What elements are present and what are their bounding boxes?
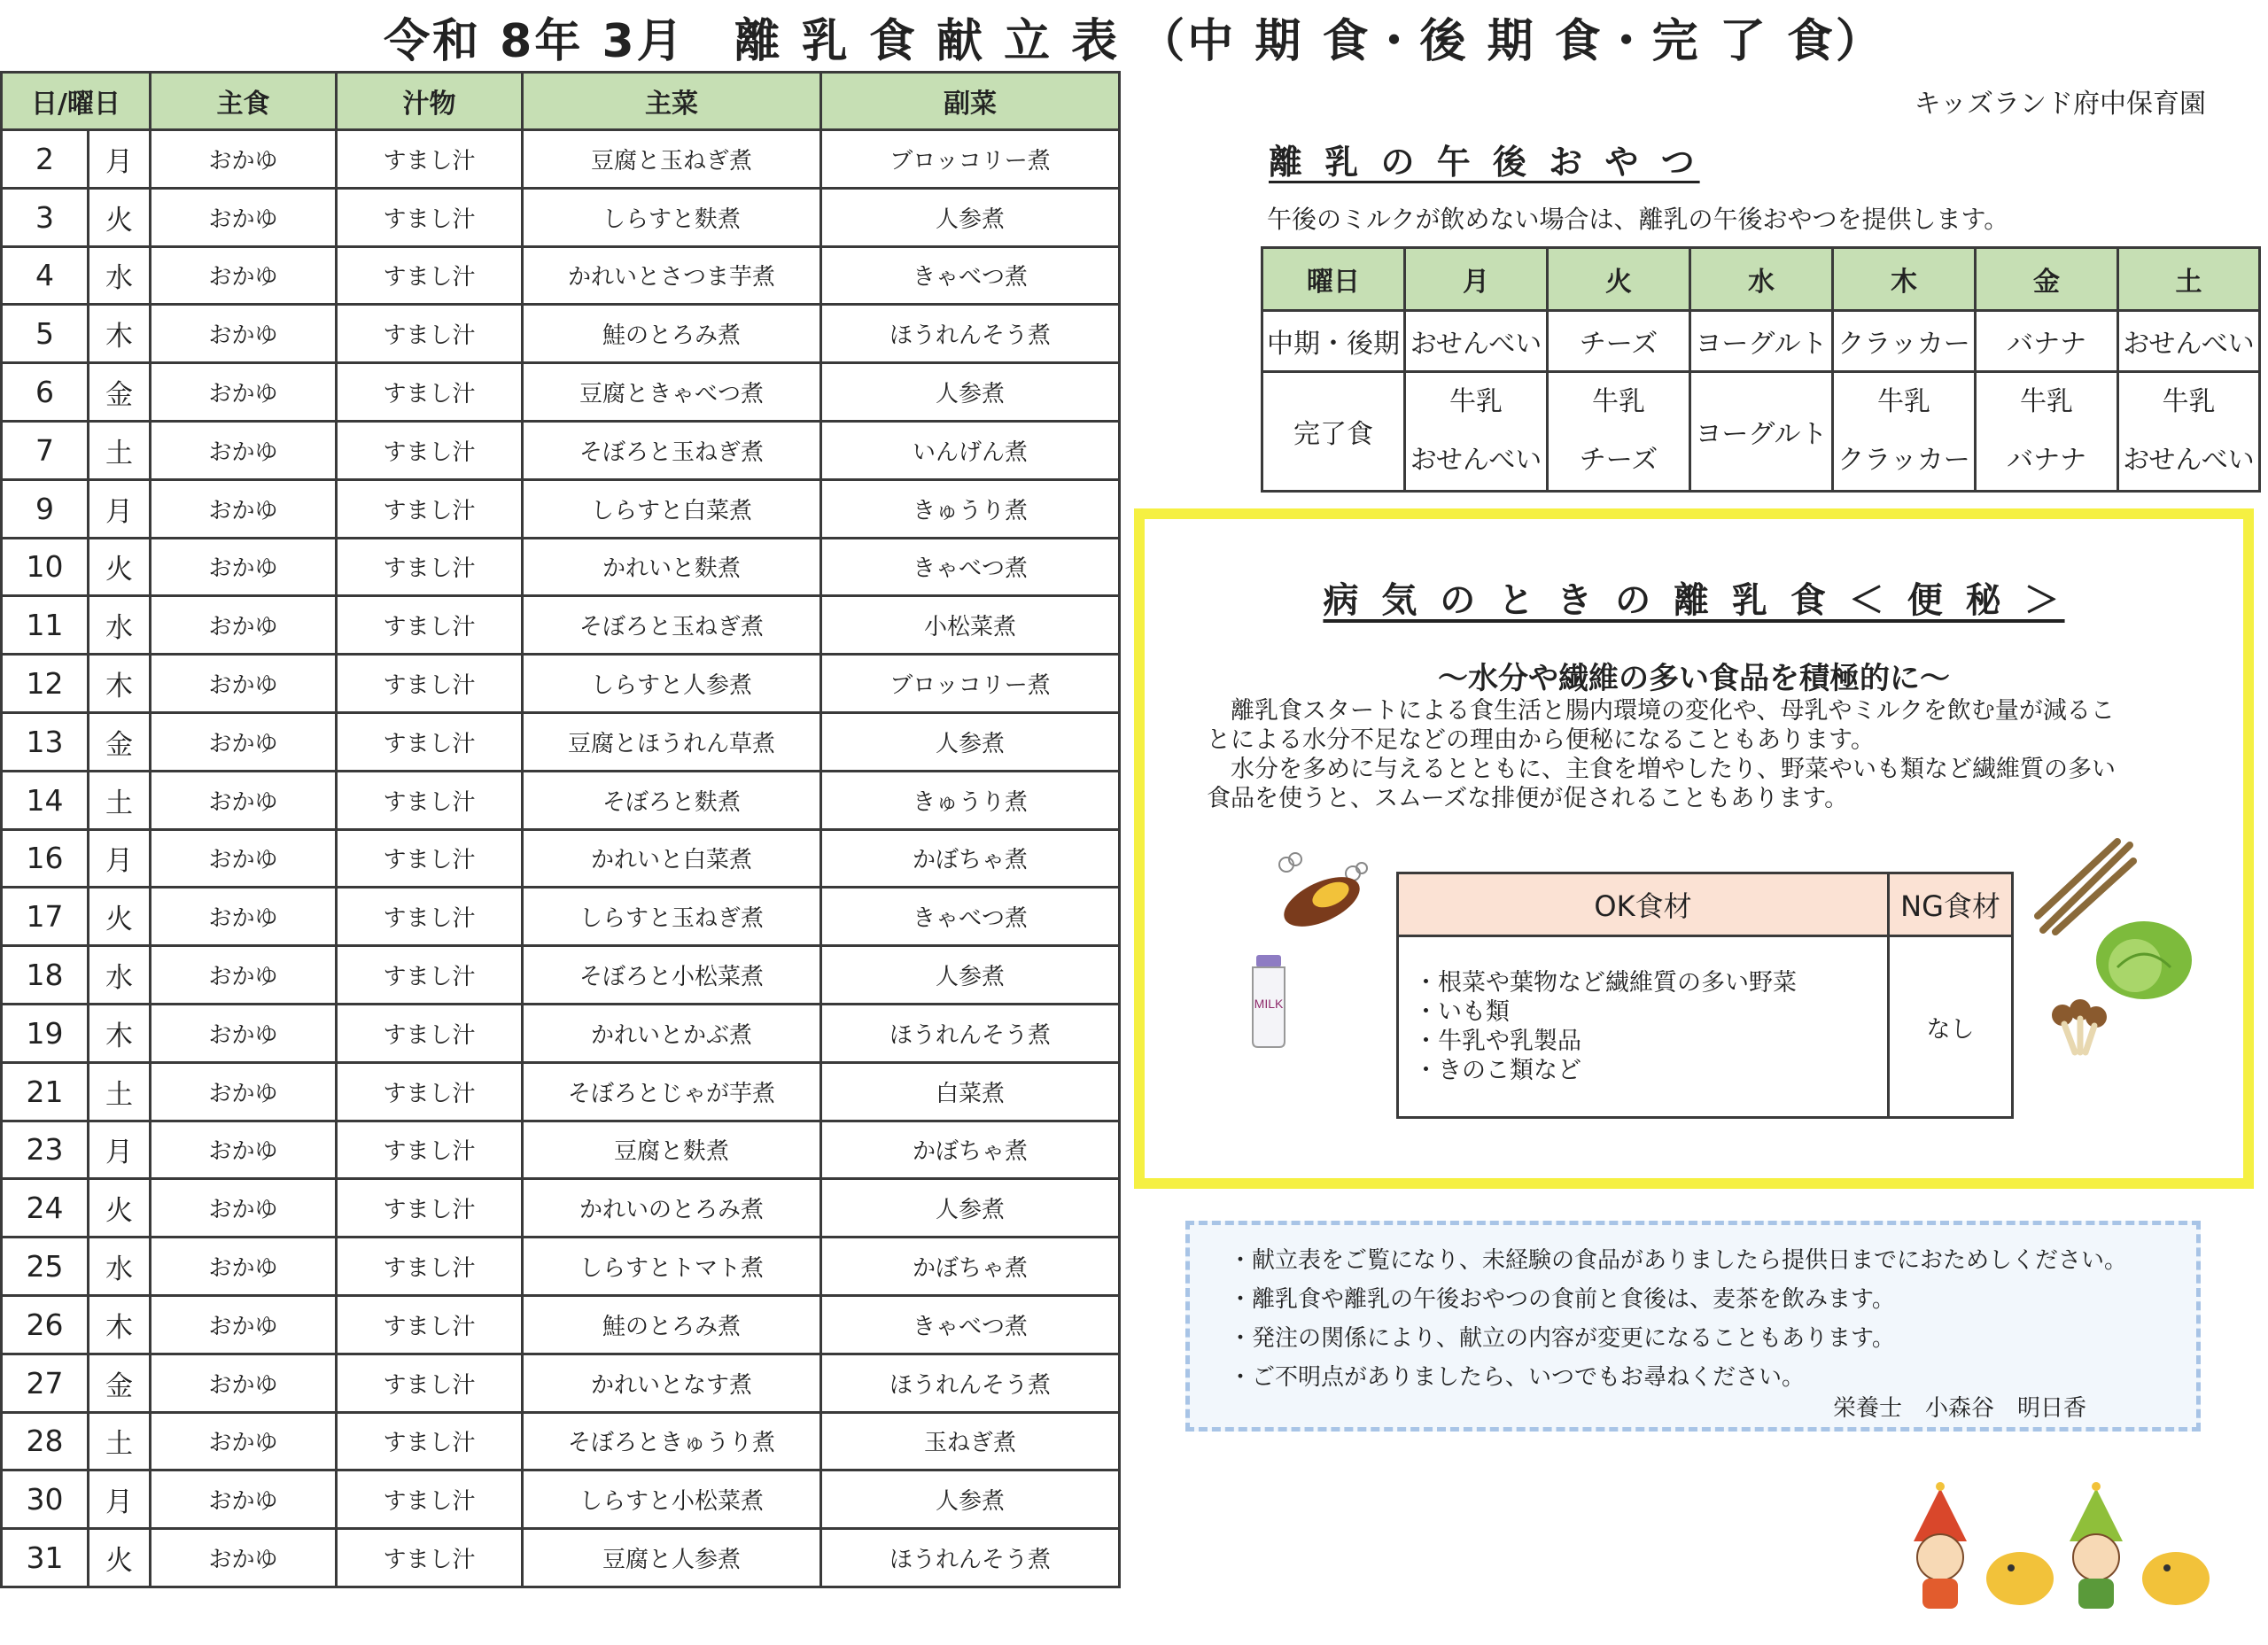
mushroom-icon bbox=[2045, 997, 2116, 1059]
ok-item: ・いも類 bbox=[1414, 998, 1510, 1026]
menu-main-dish: かれいと麩煮 bbox=[523, 538, 821, 596]
menu-soup: すまし汁 bbox=[337, 246, 523, 305]
menu-main-dish: しらすと麩煮 bbox=[523, 188, 821, 246]
menu-weekday: 土 bbox=[89, 421, 151, 479]
menu-side-dish: 人参煮 bbox=[821, 712, 1120, 771]
menu-day: 24 bbox=[2, 1179, 89, 1238]
header-side: 副菜 bbox=[821, 73, 1120, 130]
menu-main-dish: そぼろと麩煮 bbox=[523, 771, 821, 829]
menu-weekday: 火 bbox=[89, 188, 151, 246]
menu-weekday: 水 bbox=[89, 596, 151, 655]
menu-side-dish: ブロッコリー煮 bbox=[821, 130, 1120, 189]
menu-table bbox=[0, 71, 1121, 1588]
menu-staple: おかゆ bbox=[151, 1004, 337, 1062]
menu-soup: すまし汁 bbox=[337, 1004, 523, 1062]
menu-row bbox=[2, 1470, 1120, 1529]
snack-header-wed: 水 bbox=[1690, 248, 1833, 311]
menu-row bbox=[2, 188, 1120, 246]
menu-staple: おかゆ bbox=[151, 1179, 337, 1238]
menu-row bbox=[2, 829, 1120, 888]
menu-row bbox=[2, 1062, 1120, 1121]
menu-staple: おかゆ bbox=[151, 712, 337, 771]
snack-note: 午後のミルクが飲めない場合は、離乳の午後おやつを提供します。 bbox=[1267, 205, 2009, 234]
menu-soup: すまし汁 bbox=[337, 829, 523, 888]
menu-day: 12 bbox=[2, 655, 89, 713]
snack-header-mon: 月 bbox=[1405, 248, 1548, 311]
menu-day: 31 bbox=[2, 1529, 89, 1587]
snack-cell bbox=[2118, 372, 2260, 492]
menu-main-dish: かれいとかぶ煮 bbox=[523, 1004, 821, 1062]
menu-row bbox=[2, 1295, 1120, 1354]
snack-cell: ヨーグルト bbox=[1690, 311, 1833, 372]
menu-soup: すまし汁 bbox=[337, 1179, 523, 1238]
ok-ng-table bbox=[1396, 872, 2014, 1119]
snack-table bbox=[1261, 246, 2261, 493]
menu-row bbox=[2, 946, 1120, 1005]
ok-list bbox=[1400, 968, 1886, 1085]
menu-row bbox=[2, 1121, 1120, 1179]
menu-staple: おかゆ bbox=[151, 946, 337, 1005]
menu-side-dish: きゅうり煮 bbox=[821, 771, 1120, 829]
child-with-chick-icon bbox=[1905, 1479, 2064, 1612]
menu-staple: おかゆ bbox=[151, 888, 337, 946]
notes-box bbox=[1185, 1221, 2201, 1432]
ok-item: ・牛乳や乳製品 bbox=[1414, 1028, 1581, 1055]
ok-list-cell bbox=[1398, 936, 1889, 1118]
sick-title: 病 気 の と き の 離 乳 食 ＜ 便 秘 ＞ bbox=[1323, 580, 2065, 621]
snack-line: 牛乳 bbox=[2020, 386, 2073, 417]
menu-soup: すまし汁 bbox=[337, 1412, 523, 1470]
sick-subtitle: ～水分や繊維の多い食品を積極的に～ bbox=[1438, 661, 1950, 696]
menu-soup: すまし汁 bbox=[337, 655, 523, 713]
menu-weekday: 月 bbox=[89, 1470, 151, 1529]
menu-staple: おかゆ bbox=[151, 130, 337, 189]
snack-cell: クラッカー bbox=[1833, 311, 1976, 372]
menu-weekday: 火 bbox=[89, 538, 151, 596]
menu-soup: すまし汁 bbox=[337, 946, 523, 1005]
menu-soup: すまし汁 bbox=[337, 1238, 523, 1296]
menu-staple: おかゆ bbox=[151, 829, 337, 888]
menu-main-dish: そぼろときゅうり煮 bbox=[523, 1412, 821, 1470]
menu-side-dish: きゃべつ煮 bbox=[821, 538, 1120, 596]
ok-header: OK食材 bbox=[1398, 873, 1889, 936]
snack-line: 牛乳 bbox=[1449, 386, 1503, 417]
menu-day: 18 bbox=[2, 946, 89, 1005]
menu-row bbox=[2, 655, 1120, 713]
menu-day: 2 bbox=[2, 130, 89, 189]
menu-main-dish: 豆腐ときゃべつ煮 bbox=[523, 363, 821, 422]
menu-day: 6 bbox=[2, 363, 89, 422]
note-item: ・離乳食や離乳の午後おやつの食前と食後は、麦茶を飲みます。 bbox=[1229, 1286, 1895, 1313]
child-with-chick-icon bbox=[2061, 1479, 2220, 1612]
snack-header-fri: 金 bbox=[1976, 248, 2118, 311]
menu-main-dish: しらすと玉ねぎ煮 bbox=[523, 888, 821, 946]
menu-day: 27 bbox=[2, 1354, 89, 1412]
menu-side-dish: きゅうり煮 bbox=[821, 479, 1120, 538]
menu-soup: すまし汁 bbox=[337, 130, 523, 189]
menu-main-dish: そぼろと玉ねぎ煮 bbox=[523, 596, 821, 655]
menu-weekday: 土 bbox=[89, 1412, 151, 1470]
menu-weekday: 金 bbox=[89, 712, 151, 771]
menu-staple: おかゆ bbox=[151, 655, 337, 713]
snack-cell bbox=[1548, 372, 1690, 492]
snack-line: おせんべい bbox=[1410, 445, 1542, 476]
signature: 栄養士 小森谷 明日香 bbox=[1832, 1395, 2086, 1422]
header-soup: 汁物 bbox=[337, 73, 523, 130]
menu-row bbox=[2, 130, 1120, 189]
snack-cell: バナナ bbox=[1976, 311, 2118, 372]
menu-side-dish: 人参煮 bbox=[821, 363, 1120, 422]
snack-line: 牛乳 bbox=[1592, 386, 1645, 417]
menu-side-dish: いんげん煮 bbox=[821, 421, 1120, 479]
menu-row bbox=[2, 771, 1120, 829]
menu-staple: おかゆ bbox=[151, 1295, 337, 1354]
menu-main-dish: かれいとさつま芋煮 bbox=[523, 246, 821, 305]
menu-side-dish: かぼちゃ煮 bbox=[821, 1238, 1120, 1296]
menu-main-dish: 豆腐とほうれん草煮 bbox=[523, 712, 821, 771]
menu-side-dish: 玉ねぎ煮 bbox=[821, 1412, 1120, 1470]
menu-staple: おかゆ bbox=[151, 538, 337, 596]
menu-row bbox=[2, 421, 1120, 479]
ok-item: ・根菜や葉物など繊維質の多い野菜 bbox=[1414, 969, 1797, 997]
menu-staple: おかゆ bbox=[151, 596, 337, 655]
menu-weekday: 土 bbox=[89, 1062, 151, 1121]
menu-soup: すまし汁 bbox=[337, 479, 523, 538]
menu-side-dish: 人参煮 bbox=[821, 1179, 1120, 1238]
menu-weekday: 火 bbox=[89, 1529, 151, 1587]
menu-main-dish: かれいとなす煮 bbox=[523, 1354, 821, 1412]
menu-soup: すまし汁 bbox=[337, 1062, 523, 1121]
snack-cell: ヨーグルト bbox=[1690, 372, 1833, 492]
menu-staple: おかゆ bbox=[151, 1412, 337, 1470]
menu-side-dish: かぼちゃ煮 bbox=[821, 1121, 1120, 1179]
ok-item: ・きのこ類など bbox=[1414, 1057, 1581, 1084]
menu-day: 23 bbox=[2, 1121, 89, 1179]
menu-main-dish: かれいと白菜煮 bbox=[523, 829, 821, 888]
menu-day: 13 bbox=[2, 712, 89, 771]
snack-cell: おせんべい bbox=[1405, 311, 1548, 372]
menu-day: 16 bbox=[2, 829, 89, 888]
menu-weekday: 水 bbox=[89, 946, 151, 1005]
menu-weekday: 火 bbox=[89, 1179, 151, 1238]
menu-day: 5 bbox=[2, 305, 89, 363]
sweet-potato-icon bbox=[1269, 849, 1375, 937]
menu-row bbox=[2, 1412, 1120, 1470]
menu-side-dish: かぼちゃ煮 bbox=[821, 829, 1120, 888]
menu-staple: おかゆ bbox=[151, 1062, 337, 1121]
menu-weekday: 月 bbox=[89, 1121, 151, 1179]
menu-main-dish: そぼろとじゃが芋煮 bbox=[523, 1062, 821, 1121]
cabbage-icon bbox=[2091, 914, 2197, 1003]
menu-staple: おかゆ bbox=[151, 479, 337, 538]
menu-weekday: 水 bbox=[89, 246, 151, 305]
menu-staple: おかゆ bbox=[151, 246, 337, 305]
snack-cell bbox=[1833, 372, 1976, 492]
snack-header-tue: 火 bbox=[1548, 248, 1690, 311]
snack-line: バナナ bbox=[2007, 445, 2086, 476]
snack-cell bbox=[1976, 372, 2118, 492]
menu-side-dish: きゃべつ煮 bbox=[821, 1295, 1120, 1354]
menu-row bbox=[2, 596, 1120, 655]
menu-main-dish: そぼろと玉ねぎ煮 bbox=[523, 421, 821, 479]
menu-soup: すまし汁 bbox=[337, 363, 523, 422]
snack-cell: おせんべい bbox=[2118, 311, 2260, 372]
menu-day: 3 bbox=[2, 188, 89, 246]
menu-weekday: 火 bbox=[89, 888, 151, 946]
menu-soup: すまし汁 bbox=[337, 712, 523, 771]
milk-label: MILK bbox=[1254, 997, 1284, 1011]
menu-soup: すまし汁 bbox=[337, 888, 523, 946]
menu-side-dish: ほうれんそう煮 bbox=[821, 1529, 1120, 1587]
menu-side-dish: 白菜煮 bbox=[821, 1062, 1120, 1121]
menu-day: 28 bbox=[2, 1412, 89, 1470]
snack-cell bbox=[1405, 372, 1548, 492]
menu-day: 4 bbox=[2, 246, 89, 305]
snack-line: チーズ bbox=[1579, 445, 1658, 476]
snack-header-weekday: 曜日 bbox=[1262, 248, 1405, 311]
snack-title: 離 乳 の 午 後 お や つ bbox=[1269, 143, 1700, 182]
menu-staple: おかゆ bbox=[151, 1238, 337, 1296]
menu-day: 14 bbox=[2, 771, 89, 829]
menu-row bbox=[2, 305, 1120, 363]
menu-main-dish: 豆腐と人参煮 bbox=[523, 1529, 821, 1587]
menu-staple: おかゆ bbox=[151, 1354, 337, 1412]
menu-side-dish: きゃべつ煮 bbox=[821, 246, 1120, 305]
menu-side-dish: 人参煮 bbox=[821, 1470, 1120, 1529]
menu-staple: おかゆ bbox=[151, 1470, 337, 1529]
menu-soup: すまし汁 bbox=[337, 538, 523, 596]
ng-value: なし bbox=[1889, 936, 2013, 1118]
menu-row bbox=[2, 1238, 1120, 1296]
menu-soup: すまし汁 bbox=[337, 1295, 523, 1354]
menu-soup: すまし汁 bbox=[337, 421, 523, 479]
header-main: 主菜 bbox=[523, 73, 821, 130]
menu-weekday: 金 bbox=[89, 363, 151, 422]
menu-day: 9 bbox=[2, 479, 89, 538]
menu-day: 30 bbox=[2, 1470, 89, 1529]
menu-side-dish: 人参煮 bbox=[821, 946, 1120, 1005]
snack-header-sat: 土 bbox=[2118, 248, 2260, 311]
menu-day: 25 bbox=[2, 1238, 89, 1296]
menu-side-dish: ブロッコリー煮 bbox=[821, 655, 1120, 713]
menu-day: 10 bbox=[2, 538, 89, 596]
menu-soup: すまし汁 bbox=[337, 305, 523, 363]
menu-main-dish: 鮭のとろみ煮 bbox=[523, 305, 821, 363]
menu-day: 19 bbox=[2, 1004, 89, 1062]
menu-day: 21 bbox=[2, 1062, 89, 1121]
ng-header: NG食材 bbox=[1889, 873, 2013, 936]
menu-soup: すまし汁 bbox=[337, 1470, 523, 1529]
menu-weekday: 金 bbox=[89, 1354, 151, 1412]
menu-weekday: 月 bbox=[89, 479, 151, 538]
note-item: ・発注の関係により、献立の内容が変更になることもあります。 bbox=[1229, 1325, 1895, 1352]
menu-row bbox=[2, 538, 1120, 596]
menu-main-dish: しらすと白菜煮 bbox=[523, 479, 821, 538]
notes-list bbox=[1190, 1225, 2196, 1397]
snack-line: 牛乳 bbox=[2162, 386, 2216, 417]
menu-weekday: 水 bbox=[89, 1238, 151, 1296]
menu-main-dish: 豆腐と麩煮 bbox=[523, 1121, 821, 1179]
menu-weekday: 木 bbox=[89, 1295, 151, 1354]
note-item: ・献立表をご覧になり、未経験の食品がありましたら提供日までにおためしください。 bbox=[1229, 1247, 2128, 1274]
milk-bottle-icon bbox=[1242, 953, 1295, 1051]
snack-line: 牛乳 bbox=[1877, 386, 1930, 417]
menu-row bbox=[2, 1179, 1120, 1238]
menu-weekday: 月 bbox=[89, 829, 151, 888]
menu-row bbox=[2, 712, 1120, 771]
menu-main-dish: かれいのとろみ煮 bbox=[523, 1179, 821, 1238]
menu-row bbox=[2, 1004, 1120, 1062]
menu-weekday: 木 bbox=[89, 655, 151, 713]
menu-weekday: 木 bbox=[89, 1004, 151, 1062]
menu-main-dish: 鮭のとろみ煮 bbox=[523, 1295, 821, 1354]
menu-side-dish: 小松菜煮 bbox=[821, 596, 1120, 655]
menu-side-dish: ほうれんそう煮 bbox=[821, 1354, 1120, 1412]
menu-day: 26 bbox=[2, 1295, 89, 1354]
menu-staple: おかゆ bbox=[151, 363, 337, 422]
menu-side-dish: ほうれんそう煮 bbox=[821, 1004, 1120, 1062]
menu-day: 11 bbox=[2, 596, 89, 655]
menu-main-dish: しらすとトマト煮 bbox=[523, 1238, 821, 1296]
menu-soup: すまし汁 bbox=[337, 1529, 523, 1587]
page-title: 令和 8年 3月 離 乳 食 献 立 表 （中 期 食・後 期 食・完 了 食） bbox=[384, 15, 1884, 68]
header-staple: 主食 bbox=[151, 73, 337, 130]
menu-row bbox=[2, 246, 1120, 305]
header-date: 日/曜日 bbox=[2, 73, 151, 130]
menu-side-dish: ほうれんそう煮 bbox=[821, 305, 1120, 363]
menu-day: 7 bbox=[2, 421, 89, 479]
menu-soup: すまし汁 bbox=[337, 1354, 523, 1412]
menu-weekday: 木 bbox=[89, 305, 151, 363]
constipation-box bbox=[1134, 508, 2254, 1189]
menu-staple: おかゆ bbox=[151, 421, 337, 479]
menu-main-dish: しらすと小松菜煮 bbox=[523, 1470, 821, 1529]
menu-main-dish: そぼろと小松菜煮 bbox=[523, 946, 821, 1005]
menu-soup: すまし汁 bbox=[337, 771, 523, 829]
menu-weekday: 月 bbox=[89, 130, 151, 189]
snack-row-label: 中期・後期 bbox=[1262, 311, 1405, 372]
snack-row-label: 完了食 bbox=[1262, 372, 1405, 492]
menu-row bbox=[2, 1354, 1120, 1412]
note-item: ・ご不明点がありましたら、いつでもお尋ねください。 bbox=[1229, 1364, 1806, 1391]
menu-row bbox=[2, 888, 1120, 946]
menu-side-dish: きゃべつ煮 bbox=[821, 888, 1120, 946]
snack-header-thu: 木 bbox=[1833, 248, 1976, 311]
snack-cell: チーズ bbox=[1548, 311, 1690, 372]
menu-day: 17 bbox=[2, 888, 89, 946]
menu-row bbox=[2, 479, 1120, 538]
snack-line: おせんべい bbox=[2123, 445, 2255, 476]
menu-main-dish: 豆腐と玉ねぎ煮 bbox=[523, 130, 821, 189]
snack-line: クラッカー bbox=[1837, 445, 1970, 476]
menu-staple: おかゆ bbox=[151, 1529, 337, 1587]
menu-weekday: 土 bbox=[89, 771, 151, 829]
menu-side-dish: 人参煮 bbox=[821, 188, 1120, 246]
menu-soup: すまし汁 bbox=[337, 596, 523, 655]
menu-row bbox=[2, 363, 1120, 422]
menu-staple: おかゆ bbox=[151, 188, 337, 246]
sick-paragraph-1: 離乳食スタートによる食生活と腸内環境の変化や、母乳やミルクを飲む量が減ることによる水分不足などの理由から便秘になることもあります。 bbox=[1207, 697, 2115, 754]
menu-staple: おかゆ bbox=[151, 305, 337, 363]
menu-main-dish: しらすと人参煮 bbox=[523, 655, 821, 713]
sick-paragraph-2: 水分を多めに与えるとともに、主食を増やしたり、野菜やいも類など繊維質の多い食品を使うと、スムーズな排便が促されることもあります。 bbox=[1207, 756, 2116, 812]
menu-staple: おかゆ bbox=[151, 1121, 337, 1179]
school-name: キッズランド府中保育園 bbox=[1914, 89, 2206, 120]
menu-soup: すまし汁 bbox=[337, 188, 523, 246]
menu-staple: おかゆ bbox=[151, 771, 337, 829]
menu-soup: すまし汁 bbox=[337, 1121, 523, 1179]
menu-body bbox=[2, 130, 1120, 1587]
menu-row bbox=[2, 1529, 1120, 1587]
